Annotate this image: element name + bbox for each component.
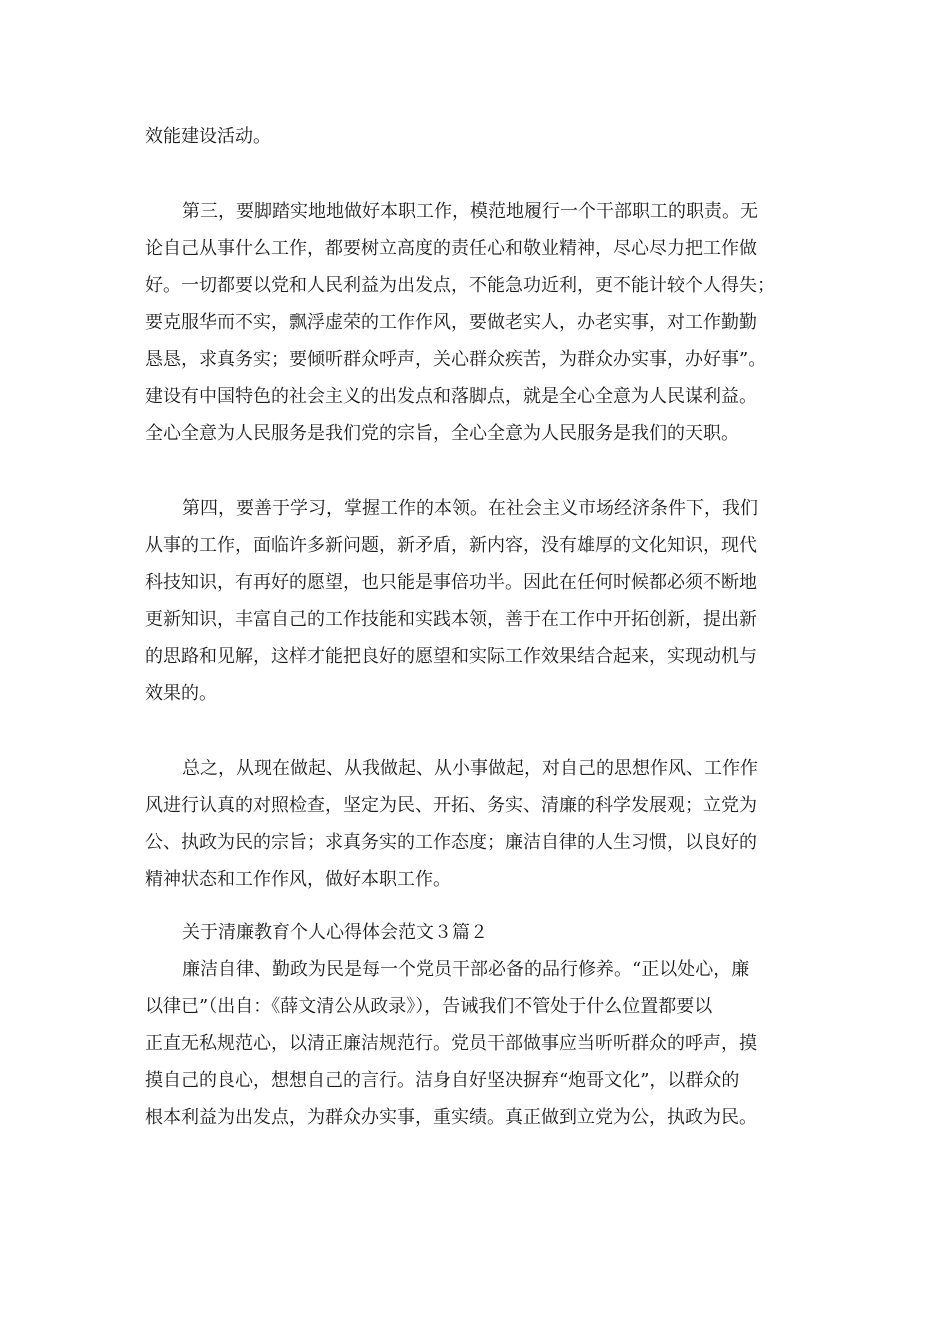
text-line: 更新知识，丰富自己的工作技能和实践本领，善于在工作中开拓创新，提出新 bbox=[145, 609, 757, 630]
text-line: 建设有中国特色的社会主义的出发点和落脚点，就是全心全意为人民谋利益。 bbox=[145, 386, 757, 407]
text-line: 恳恳，求真务实；要倾听群众呼声，关心群众疾苦，为群众办实事，办好事”。 bbox=[145, 349, 767, 370]
paragraph-third bbox=[145, 193, 805, 452]
text-line: 公、执政为民的宗旨；求真务实的工作态度；廉洁自律的人生习惯，以良好的 bbox=[145, 832, 757, 853]
text-line: 廉洁自律、勤政为民是每一个党员干部必备的品行修养。“正以处心，廉 bbox=[182, 959, 750, 980]
text-line: 好。一切都要以党和人民利益为出发点，不能急功近利，更不能计较个人得失； bbox=[145, 275, 775, 296]
text-line: 要克服华而不实，飘浮虚荣的工作作风，要做老实人，办老实事，对工作勤勤 bbox=[145, 312, 757, 333]
text-line: 效果的。 bbox=[145, 683, 217, 704]
text-line: 精神状态和工作作风，做好本职工作。 bbox=[145, 869, 451, 890]
paragraph-intro bbox=[145, 118, 805, 155]
text-line: 效能建设活动。 bbox=[145, 126, 271, 147]
text-line: 第三，要脚踏实地地做好本职工作，模范地履行一个干部职工的职责。无 bbox=[182, 201, 758, 222]
paragraph-summary bbox=[145, 750, 805, 898]
text-line: 摸自己的良心，想想自己的言行。洁身自好坚决摒弃“炮哥文化”，以群众的 bbox=[145, 1070, 740, 1091]
text-line: 的思路和见解，这样才能把良好的愿望和实际工作效果结合起来，实现动机与 bbox=[145, 646, 757, 667]
text-line: 风进行认真的对照检查，坚定为民、开拓、务实、清廉的科学发展观；立党为 bbox=[145, 795, 757, 816]
text-line: 科技知识，有再好的愿望，也只能是事倍功半。因此在任何时候都必须不断地 bbox=[145, 572, 757, 593]
text-line: 论自己从事什么工作，都要树立高度的责任心和敬业精神，尽心尽力把工作做 bbox=[145, 238, 757, 259]
section-heading: 关于清廉教育个人心得体会范文３篇２ bbox=[182, 922, 488, 943]
text-line: 第四，要善于学习，掌握工作的本领。在社会主义市场经济条件下，我们 bbox=[182, 498, 758, 519]
paragraph-fourth bbox=[145, 490, 805, 712]
text-line: 全心全意为人民服务是我们党的宗旨，全心全意为人民服务是我们的天职。 bbox=[145, 423, 739, 444]
text-line: 正直无私规范心，以清正廉洁规范行。党员干部做事应当听听群众的呼声，摸 bbox=[145, 1033, 757, 1054]
text-line: 从事的工作，面临许多新问题，新矛盾，新内容，没有雄厚的文化知识，现代 bbox=[145, 535, 757, 556]
document-page bbox=[145, 118, 805, 1136]
text-line: 根本利益为出发点，为群众办实事，重实绩。真正做到立党为公，执政为民。 bbox=[145, 1107, 757, 1128]
text-line: 以律已”（出自：《薛文清公从政录》），告诫我们不管处于什么位置都要以 bbox=[145, 996, 713, 1017]
paragraph-integrity bbox=[145, 951, 805, 1136]
text-line: 总之，从现在做起、从我做起、从小事做起，对自己的思想作风、工作作 bbox=[182, 758, 758, 779]
